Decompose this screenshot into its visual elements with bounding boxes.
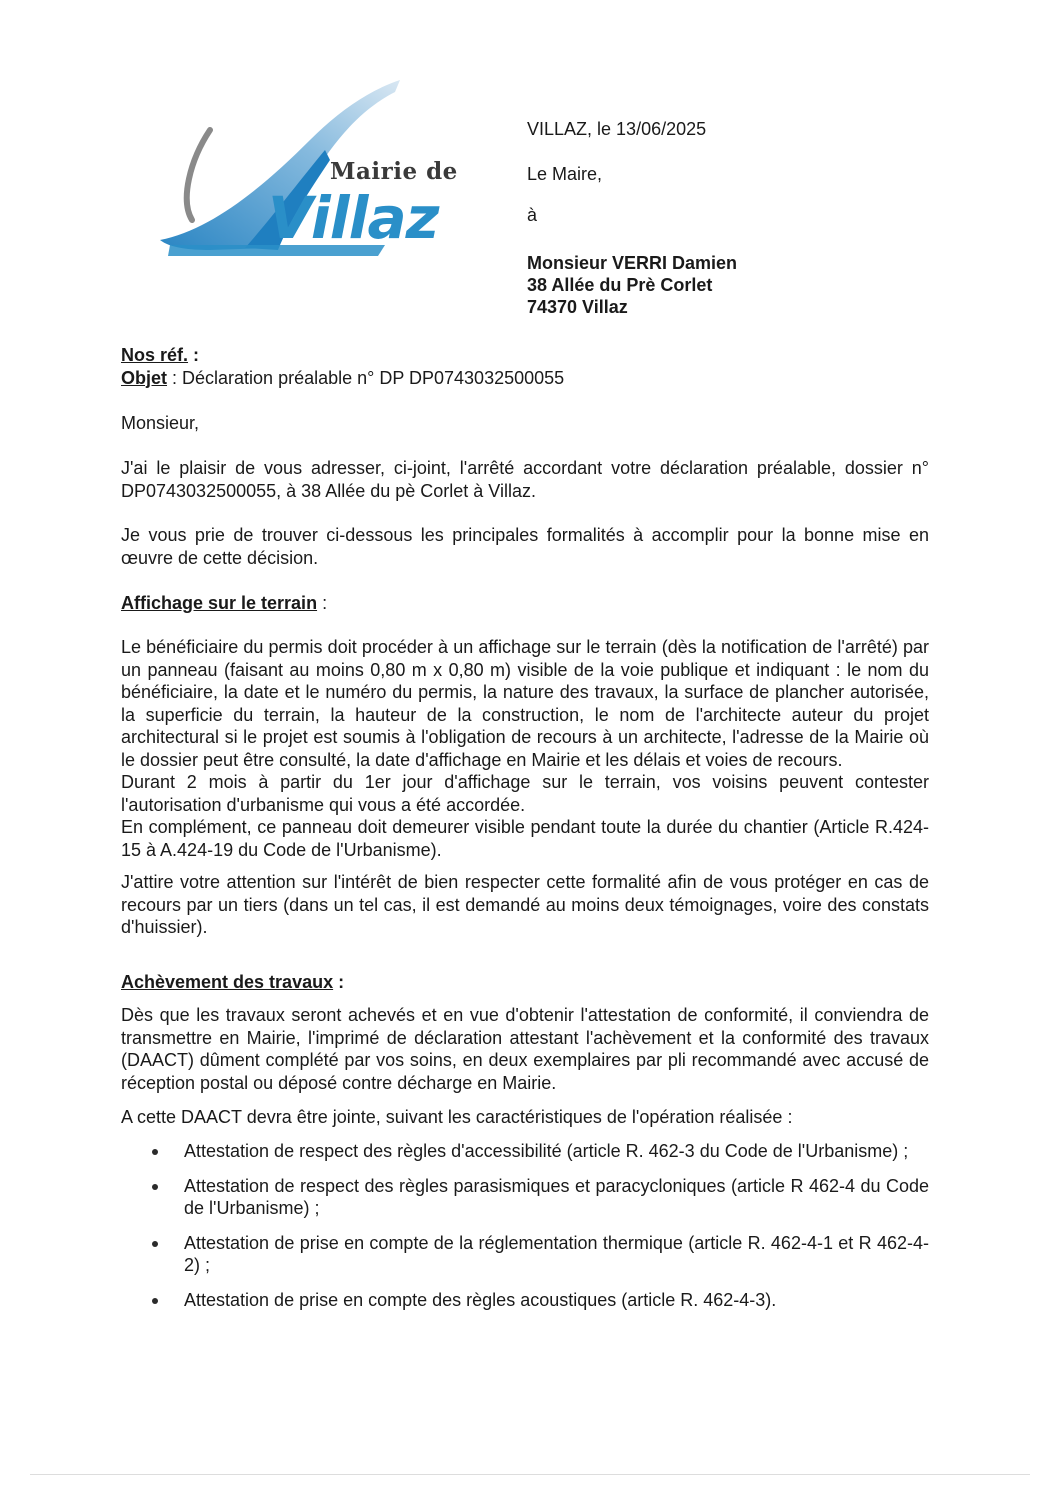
references — [121, 344, 929, 389]
attestation-list — [152, 1140, 929, 1323]
list-item-text: Attestation de prise en compte des règles acoustiques (article R. 462-4-3). — [184, 1289, 777, 1310]
bullet-dot — [152, 1298, 158, 1304]
recipient-street: 38 Allée du Prè Corlet — [527, 275, 713, 295]
list-item — [152, 1175, 929, 1220]
list-item-text: Attestation de respect des règles d'accessibilité (article R. 462-3 du Code de l'Urbanisme) ; — [184, 1141, 909, 1161]
section2-title-text: Achèvement des travaux — [121, 972, 334, 992]
list-item-text: Attestation de prise en compte de la réglementation thermique (article R. 462-4-1 et R 462-4-2) ; — [184, 1232, 929, 1275]
list-item — [152, 1232, 929, 1277]
section1-title-suffix: : — [317, 593, 328, 613]
objet-label: Objet — [121, 367, 168, 388]
intro-paragraph-1: J'ai le plaisir de vous adresser, ci-joint, l'arrêté accordant votre déclaration préalable, dossier n° DP0743032500055, à 38 Allée du pè Corlet à Villaz. — [121, 458, 929, 501]
section1-p2: Durant 2 mois à partir du 1er jour d'affichage sur le terrain, vos voisins peuvent contester l'autorisation d'urbanisme qui vous a été accordée. — [121, 772, 929, 815]
nos-ref-label: Nos réf. — [121, 345, 189, 365]
recipient-name: Monsieur VERRI Damien — [527, 253, 738, 273]
section1-title-text: Affichage sur le terrain — [121, 593, 318, 613]
section2-p1: Dès que les travaux seront achevés et en vue d'obtenir l'attestation de conformité, il conviendra de transmettre en Mairie, l'imprimé de déclaration attestant l'achèvement et la conformité des travaux (DAACT) dûment complété par vos soins, en deux exemplaires par pli recommandé avec accusé de réception postal ou déposé contre décharge en Mairie. — [121, 1005, 929, 1093]
sender: Le Maire, — [527, 164, 603, 184]
intro-paragraph-2: Je vous prie de trouver ci-dessous les principales formalités à accomplir pour la bonne mise en œuvre de cette décision. — [121, 525, 929, 568]
list-item — [152, 1140, 929, 1163]
section1-body — [121, 636, 929, 939]
recipient-city: 74370 Villaz — [527, 297, 628, 317]
place-date: VILLAZ, le 13/06/2025 — [527, 119, 707, 139]
logo-text-villaz: Villaz — [268, 184, 439, 252]
bullet-dot — [152, 1149, 158, 1155]
section2-title-suffix: : — [333, 972, 345, 992]
section1-p3: En complément, ce panneau doit demeurer visible pendant toute la durée du chantier (Article R.424-15 à A.424-19 du Code de l'Urbanisme). — [121, 817, 929, 860]
bullet-dot — [152, 1241, 158, 1247]
section1-p1: Le bénéficiaire du permis doit procéder à un affichage sur le terrain (dès la notification de l'arrêté) par un panneau (faisant au moins 0,80 m x 0,80 m) visible de la voie publique et indiquant : le nom du bénéficiaire, la date et le numéro du permis, la nature des travaux, la surface de plancher autorisée, la superficie du terrain, la hauteur de la construction, le nom de l'architecte auteur du projet architectural si le projet est soumis à l'obligation de recours à un architecte, l'adresse de la Mairie où le dossier peut être consulté, la date d'affichage en Mairie et les délais et voies de recours. — [121, 637, 929, 770]
section1-p4: J'attire votre attention sur l'intérêt de bien respecter cette formalité afin de vous protéger en cas de recours par un tiers (dans un tel cas, il est demandé au moins deux témoignages, voire des constats d'huissier). — [121, 872, 929, 937]
salutation: Monsieur, — [121, 413, 200, 433]
section2-p2: A cette DAACT devra être jointe, suivant les caractéristiques de l'opération réalisée : — [121, 1107, 793, 1127]
page-edge-divider — [30, 1474, 1030, 1475]
nos-ref-suffix: : — [188, 345, 200, 365]
logo-text-mairie: Mairie de — [330, 158, 458, 185]
to-word: à — [527, 205, 538, 225]
address-block — [527, 118, 737, 318]
objet-text: : Déclaration préalable n° DP DP0743032500055 — [167, 367, 565, 388]
section-title-achevement — [121, 971, 929, 994]
list-item — [152, 1289, 929, 1312]
list-item-text: Attestation de respect des règles parasismiques et paracycloniques (article R 462-4 du Code de l'Urbanisme) ; — [184, 1175, 929, 1218]
section-title-affichage — [121, 592, 929, 615]
bullet-dot — [152, 1184, 158, 1190]
